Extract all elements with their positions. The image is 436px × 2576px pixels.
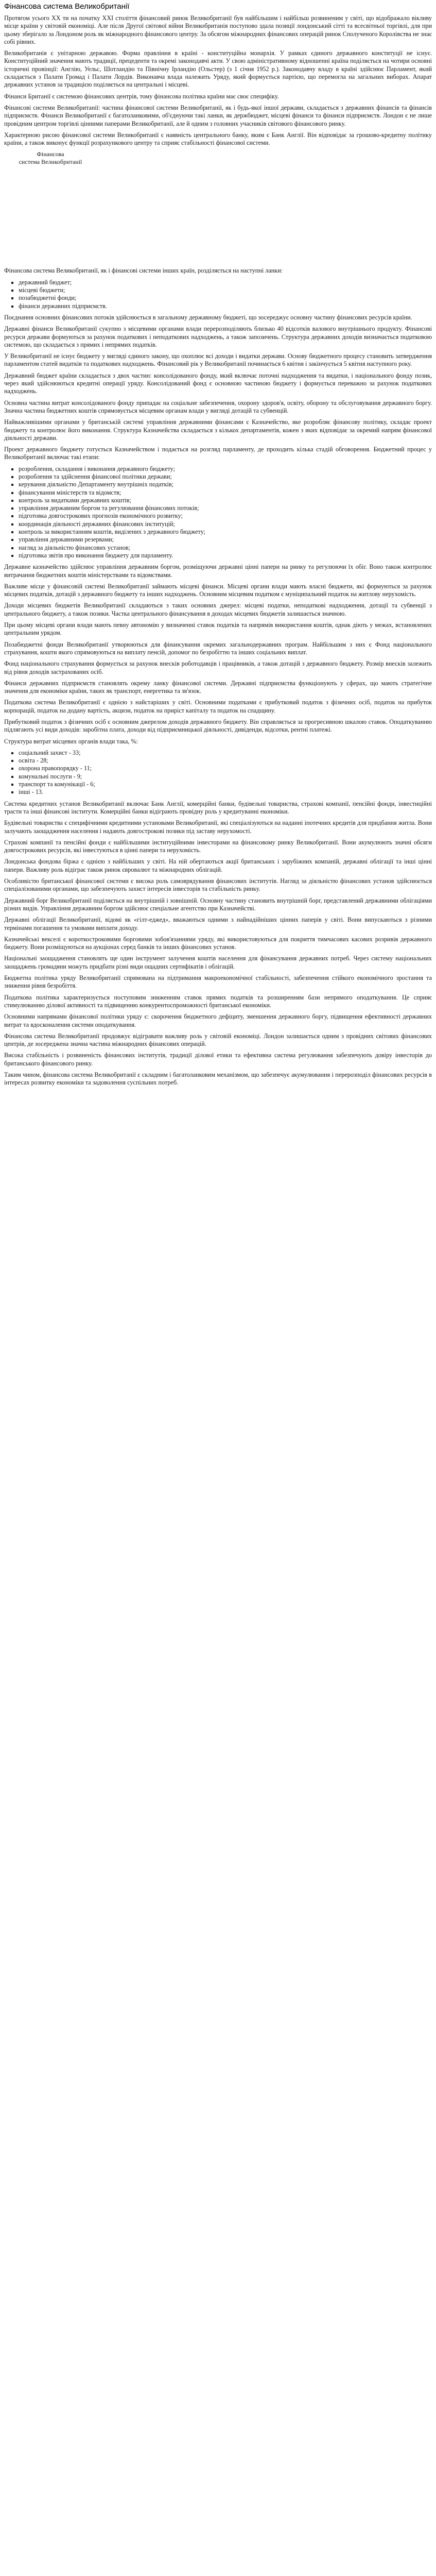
paragraph: Державні облігації Великобританії, відомі як «гілт-еджед», вважаються одними з найнадійніших цінних паперів у світі. Вони випускаються з різними термінами погашення та умовами виплати доходу. — [4, 916, 432, 931]
paragraph: Фінанси державних підприємств становлять окрему ланку фінансової системи. Державні підприємства функціонують у сферах, що мають стратегічне значення для економіки країни, таких як транспорт, енергетика та зв'язок. — [4, 679, 432, 695]
paragraph: Державне казначейство здійснює управління державним боргом, розміщуючи державні цінні папери на ринку та регулюючи їх обіг. Воно також контролює витрачання бюджетних коштів міністерствами та відомствами. — [4, 563, 432, 579]
paragraph: Найважливішими органами у британській системі управління державними фінансами є Казначейство, яке розробляє фінансову політику, складає проект бюджету та контролює його виконання. Структура Казначейства складається з кількох департаментів, кожен з яких відповідає за окремий напрям фінансової діяльності держави. — [4, 418, 432, 442]
bullet-list — [4, 465, 432, 560]
paragraph: Національні заощадження становлять ще один інструмент залучення коштів населення для фінансування державних потреб. Через систему національних заощаджень громадяни можуть придбати різні види ощадних сертифікатів і облігацій. — [4, 955, 432, 970]
list-item: ▪ розроблення, складання і виконання державного бюджету; — [19, 465, 432, 473]
bullet-list — [4, 279, 432, 310]
list-item: ▪ позабюджетні фонди; — [19, 294, 432, 302]
paragraph: Державні фінанси Великобританії сукупно з місцевими органами влади перерозподіляють близько 40 відсотків валового внутрішнього продукту. Фінансові ресурси держави формуються за рахунок податкових і неподаткових надходжень, а також запозичень. Структура державних доходів визначається податковою системою, що складається з прямих і непрямих податків. — [4, 325, 432, 348]
paragraph: Державний бюджет країни складається з двох частин: консолідованого фонду, який включає поточні надходження та видатки, і національного фонду позик, через який здійснюються кредитні операції уряду. Консолідований фонд є основною частиною бюджету і формується переважно за рахунок податкових надходжень. — [4, 371, 432, 395]
paragraph: Позабюджетні фонди Великобританії утворюються для фінансування окремих загальнодержавних програм. Найбільшим з них є Фонд національного страхування, кошти якого спрямовуються на виплату пенсій, допомог по безробіттю та інших соціальних виплат. — [4, 640, 432, 656]
list-item: ▪ управління державним боргом та регулювання фінансових потоків; — [19, 504, 432, 512]
list-item: ▪ місцеві бюджети; — [19, 286, 432, 294]
document-title: Фінансова система Великобританії — [4, 2, 130, 11]
list-item: ▪ координація діяльності державних фінансових інституцій; — [19, 520, 432, 528]
list-item: ▪ фінанси державних підприємств. — [19, 302, 432, 310]
document-page — [0, 0, 436, 1096]
financial-system-diagram — [4, 150, 432, 263]
paragraph: Прибутковий податок з фізичних осіб є основним джерелом доходів державного бюджету. Він справляється за прогресивною шкалою ставок. Оподаткуванню підлягають усі види доходів: заробітна плата, доходи від підприємницької діяльності, дивіденди, відсотки, рентні платежі. — [4, 718, 432, 734]
list-item: ▪ фінансування міністерств та відомств; — [19, 489, 432, 497]
paragraph: У Великобританії не існує бюджету у вигляді єдиного закону, що охоплює всі доходи і видатки держави. Основу бюджетного процесу становить затвердження парламентом статей видатків та податкових надходжень. Фінансовий рік у Великобританії починається 6 квітня і закінчується 5 квітня наступного року. — [4, 352, 432, 368]
paragraph: Основними напрямами фінансової політики уряду є: скорочення бюджетного дефіциту, зменшення державного боргу, підвищення ефективності державних витрат та вдосконалення системи оподаткування. — [4, 1013, 432, 1028]
paragraph: Будівельні товариства є специфічними кредитними установами Великобританії, які спеціалізуються на наданні іпотечних кредитів для придбання житла. Вони залучають заощадження населення і надають довгострокові позики під заставу нерухомості. — [4, 819, 432, 835]
paragraph: Казначейські векселі є короткостроковими борговими зобов'язаннями уряду, які використовуються для покриття тимчасових касових розривів державного бюджету. Вони розміщуються на аукціонах серед банків та інших фінансових установ. — [4, 935, 432, 951]
paragraph: Страхові компанії та пенсійні фонди є найбільшими інституційними інвесторами на фінансовому ринку Великобританії. Вони акумулюють значні обсяги довгострокових ресурсів, які інвестуються в цінні папери та нерухомість. — [4, 838, 432, 854]
list-item: ▪ соціальний захист - 33; — [19, 749, 432, 757]
list-item: ▪ розроблення та здійснення фінансової політики держави; — [19, 473, 432, 481]
list-item: ▪ контроль за використанням коштів, виділених з державного бюджету; — [19, 528, 432, 536]
list-item: ▪ охорона правопорядку - 11; — [19, 765, 432, 772]
paragraph: Проект державного бюджету готується Казначейством і подається на розгляд парламенту, де проходить кілька стадій обговорення. Бюджетний процес у Великобританії включає такі етапи: — [4, 446, 432, 461]
diagram-caption — [4, 150, 97, 166]
paragraph: Фінанси Британії є системою фінансових центрів, тому фінансова політика країни має своє специфіку. — [4, 92, 279, 100]
paragraph: Податкова система Великобританії є однією з найстаріших у світі. Основними податками є прибутковий податок з фізичних осіб, податок на прибуток корпорацій, податок на додану вартість, акцизи, податок на приріст капіталу та податок на спадщину. — [4, 699, 432, 714]
list-item: ▪ підготовка довгострокових прогнозів економічного розвитку; — [19, 512, 432, 520]
paragraph: Податкова політика характеризується поступовим зниженням ставок прямих податків та розширенням бази непрямого оподаткування. Це сприяє стимулюванню ділової активності та підвищенню конкурентоспроможності британської економіки. — [4, 993, 432, 1009]
paragraph: Структура витрат місцевих органів влади така, %: — [4, 737, 138, 745]
paragraph: Фонд національного страхування формується за рахунок внесків роботодавців і працівників, а також дотацій з державного бюджету. Розмір внесків залежить від рівня доходів застрахованих осіб. — [4, 660, 432, 675]
paragraph: Великобританія є унітарною державою. Форма правління в країні - конституційна монархія. У рамках єдиного державного конституції не існує. Конституційний значення мають традиції, прецеденти та окремі законодавчі акти. У свою адміністративному відношенні країна поділяється на чотири основні історичні провінції: Англію, Уельс, Шотландію та Північну Ірландію (Ольстер) (з 1 січня 1952 р.). Законодавчу владу в країні здійснює Парламент, який складається з Палати Громад і Палати Лордів. Виконавча влада належить Уряду, який формується партією, що перемогла на загальних виборах. Апарат державних установ за традицією поділяється на центральні і місцеві. — [4, 49, 432, 89]
list-item: ▪ транспорт та комунікації - 6; — [19, 781, 432, 788]
paragraph: Основна частина витрат консолідованого фонду припадає на соціальне забезпечення, охорону здоров'я, освіту, оборону та обслуговування державного боргу. Значна частина бюджетних коштів спрямовується місцевим органам влади у вигляді дотацій та субвенцій. — [4, 399, 432, 414]
list-item: ▪ підготовка звітів про виконання бюджету для парламенту. — [19, 552, 432, 560]
paragraph: Таким чином, фінансова система Великобританії є складним і багатоланковим механізмом, що забезпечує акумулювання і перерозподіл фінансових ресурсів в інтересах розвитку економіки та задоволення суспільних потреб. — [4, 1071, 432, 1087]
paragraph: Особливістю британської фінансової системи є висока роль самоврядування фінансових інститутів. Нагляд за діяльністю фінансових установ здійснюється спеціалізованими органами, що забезпечують захист інтересів інвесторів та стабільність ринку. — [4, 877, 432, 893]
document-body — [4, 14, 432, 1087]
paragraph: Фінансові системи Великобританії: частина фінансової системи Великобританії, як і будь-якої іншої держави, складається з державних фінансів та фінансів підприємств. Фінанси Великобританії є багатоланковими, об'єднуючи такі ланки, як держбюджет, місцеві фінанси та фінанси підприємств. Лондон є не лише провідним центром торгівлі цінними паперами Великобританії, але й одним з головних учасників світового фінансового ринку. — [4, 104, 432, 127]
paragraph: Доходи місцевих бюджетів Великобританії складаються з таких основних джерел: місцеві податки, неподаткові надходження, дотації та субвенції з центрального бюджету, а також позики. Частка центрального фінансування в доходах місцевих бюджетів залишається значною. — [4, 602, 432, 617]
list-item: ▪ нагляд за діяльністю фінансових установ; — [19, 544, 432, 552]
paragraph: Лондонська фондова біржа є однією з найбільших у світі. На ній обертаються акції британських і зарубіжних компаній, державні облігації та інші цінні папери. Важливу роль відіграє також ринок євровалют та міжнародних облігацій. — [4, 858, 432, 873]
list-item: ▪ комунальні послуги - 9; — [19, 773, 432, 781]
list-item: ▪ державний бюджет; — [19, 279, 432, 286]
paragraph: Бюджетна політика уряду Великобританії спрямована на підтримання макроекономічної стабільності, забезпечення стійкого економічного зростання та зниження рівня безробіття. — [4, 974, 432, 990]
paragraph: Характерною рисою фінансової системи Великобританії є наявність центрального банку, яким є Банк Англії. Він відповідає за грошово-кредитну політику країни, а також виконує функції розрахункового центру та сприяє стабільності фінансової системи. — [4, 131, 432, 147]
list-item: ▪ керування діяльністю Департаменту внутрішніх податків; — [19, 481, 432, 488]
list-item: ▪ освіта - 28; — [19, 757, 432, 765]
diagram-caption-line: Фінансова — [37, 150, 64, 158]
diagram-caption-line: система Великобританії — [19, 158, 82, 166]
paragraph: Державний борг Великобританії поділяється на внутрішній і зовнішній. Основну частину становить внутрішній борг, представлений державними облігаціями різних видів. Управління державним боргом здійснює спеціальне агентство при Казначействі. — [4, 896, 432, 912]
paragraph: Важливе місце у фінансовій системі Великобританії займають місцеві фінанси. Місцеві органи влади мають власні бюджети, які формуються за рахунок місцевих податків, дотацій з державного бюджету та інших надходжень. Основним місцевим податком є муніципальний податок на житлову нерухомість. — [4, 582, 432, 598]
paragraph: Фінансова система Великобританії, як і фінансові системи інших країн, розділяється на наступні ланки: — [4, 267, 283, 275]
paragraph: Поєднання основних фінансових потоків здійснюється в загальному державному бюджеті, що зосереджує основну частину фінансових ресурсів країни. — [4, 313, 412, 321]
paragraph: Фінансова система Великобританії продовжує відігравати важливу роль у світовій економіці. Лондон залишається одним з провідних світових фінансових центрів, де зосереджена значна частина міжнародних фінансових операцій. — [4, 1032, 432, 1048]
list-item: ▪ інші - 13. — [19, 788, 432, 796]
paragraph: При цьому місцеві органи влади мають певну автономію у визначенні ставок податків та напрямів використання коштів, однак діють у межах, встановлених центральним урядом. — [4, 621, 432, 637]
paragraph: Висока стабільність і розвиненість фінансових інститутів, традиції ділової етики та ефективна система регулювання забезпечують довіру інвесторів до британського фінансового ринку. — [4, 1052, 432, 1067]
bullet-list — [4, 749, 432, 796]
list-item: ▪ контроль за видатками державних коштів; — [19, 497, 432, 504]
list-item: ▪ управління державними резервами; — [19, 536, 432, 544]
paragraph: Система кредитних установ Великобританії включає Банк Англії, комерційні банки, будівельні товариства, страхові компанії, пенсійні фонди, інвестиційні трасти та інші фінансові інститути. Комерційні банки відіграють провідну роль у кредитуванні економіки. — [4, 800, 432, 815]
paragraph: Протягом усього XX ти на початку XXI століття фінансовий ринок Великобританії був найбільшим і найбільш розвиненим у світі, що відображало вікливу місце країни у світовій економіці. Але після Другої світової війни Великобританія поступово здала позиції лондонський сітті та всесвітньої торгівлі, для при цьому зберігало за Лондоном роль як міжнародного фінансового центру. За обсягом міжнародних фінансових операцій ринок Сполученого Королівства не знає собі рівних. — [4, 14, 432, 45]
